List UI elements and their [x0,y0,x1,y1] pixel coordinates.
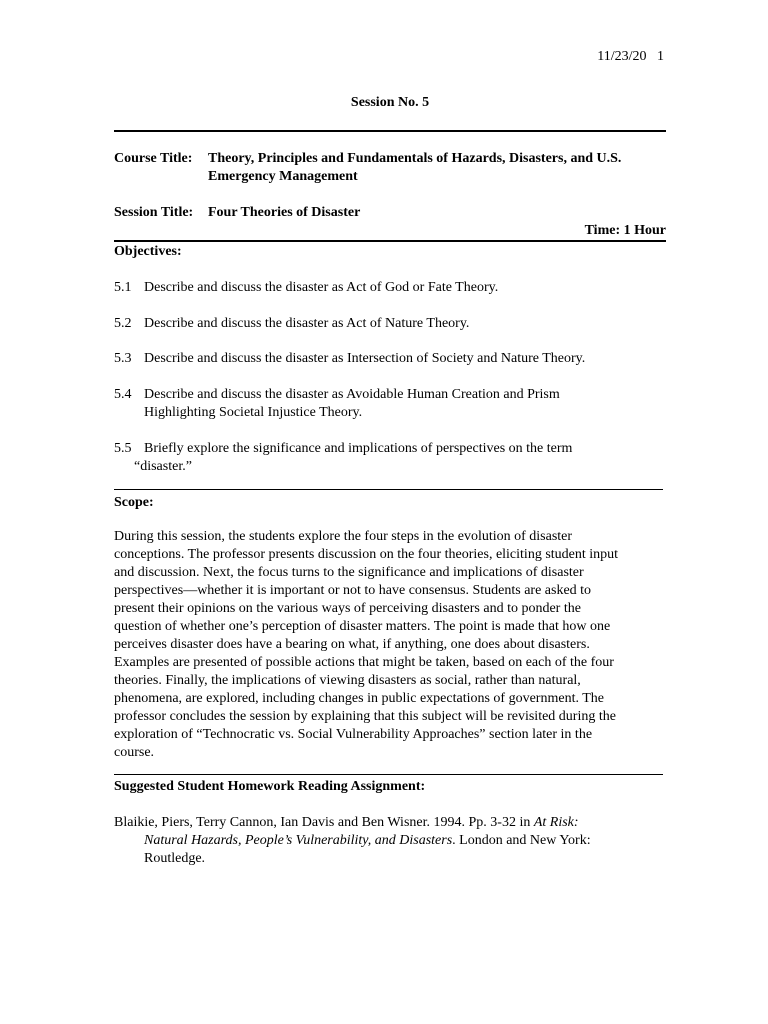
objective-text: Describe and discuss the disaster as Act of Nature Theory. [144,316,470,331]
objective-number: 5.4 [114,387,132,402]
session-number-title: Session No. 5 [350,95,430,110]
objective-number: 5.2 [114,316,132,331]
divider-homework [114,774,663,775]
objectives-heading: Objectives: [114,244,182,259]
divider-objectives [114,240,666,242]
objective-text-continued: “disaster.” [134,459,192,474]
citation-publisher: . London and New York: [452,833,591,848]
citation-line-1 [114,814,654,832]
reading-citation [114,814,654,868]
scope-line: During this session, the students explore the four steps in the evolution of disaster [114,529,573,544]
divider-top [114,130,666,132]
citation-publisher-name: Routledge. [144,851,206,866]
scope-line: Examples are presented of possible actions that might be taken, based on each of the four [114,655,614,670]
scope-line: conceptions. The professor presents discussion on the four theories, eliciting student input [114,547,619,562]
scope-line: present their opinions on the various ways of perceiving disasters and to ponder the [114,601,581,616]
scope-line: theories. Finally, the implications of viewing disasters as social, rather than natural, [114,673,581,688]
session-time: Time: 1 Hour [584,223,666,238]
scope-paragraph [114,528,664,762]
session-title-value: Four Theories of Disaster [208,205,361,220]
citation-title-part-1: At Risk: [533,815,579,830]
objective-item [114,350,634,368]
scope-line: phenomena, are explored, including changes in public expectations of government. The [114,691,604,706]
citation-authors: Blaikie, Piers, Terry Cannon, Ian Davis and Ben Wisner. 1994. Pp. 3-32 in [114,815,534,830]
objective-text: Describe and discuss the disaster as Act of God or Fate Theory. [144,280,499,295]
header-page-number: 1 [657,49,664,64]
objective-item [114,315,634,333]
course-title-value [208,150,668,186]
citation-title-part-2: Natural Hazards, People’s Vulnerability, and Disasters [144,833,453,848]
objective-item [114,386,634,422]
objective-number: 5.1 [114,280,132,295]
objective-text-continued: Highlighting Societal Injustice Theory. [144,405,363,420]
scope-line: and discussion. Next, the focus turns to the significance and implications of disaster [114,565,584,580]
scope-line: course. [114,745,155,760]
objective-number: 5.5 [114,441,132,456]
objective-item [114,440,634,476]
scope-line: question of whether one’s perception of disaster matters. The point is made that how one [114,619,611,634]
scope-line: perspectives—whether it is important or not to have consensus. Students are asked to [114,583,592,598]
course-title-line-1: Theory, Principles and Fundamentals of Hazards, Disasters, and U.S. [208,151,622,166]
homework-heading: Suggested Student Homework Reading Assignment: [114,779,426,794]
objective-text: Briefly explore the significance and implications of perspectives on the term [144,441,573,456]
scope-heading: Scope: [114,495,154,510]
objective-item [114,279,634,297]
session-title-label: Session Title: [114,205,194,220]
divider-scope [114,489,663,490]
citation-line-2 [114,832,654,850]
page-header [597,48,664,66]
scope-line: perceives disaster does have a bearing on what, if anything, one does about disasters. [114,637,590,652]
scope-line: professor concludes the session by explaining that this subject will be revisited during the [114,709,616,724]
scope-line: exploration of “Technocratic vs. Social Vulnerability Approaches” section later in the [114,727,593,742]
header-date: 11/23/20 [597,49,647,64]
objective-text: Describe and discuss the disaster as Intersection of Society and Nature Theory. [144,351,586,366]
course-title-label: Course Title: [114,151,193,166]
course-title-line-2: Emergency Management [208,169,358,184]
objective-number: 5.3 [114,351,132,366]
objective-text: Describe and discuss the disaster as Avoidable Human Creation and Prism [144,387,560,402]
